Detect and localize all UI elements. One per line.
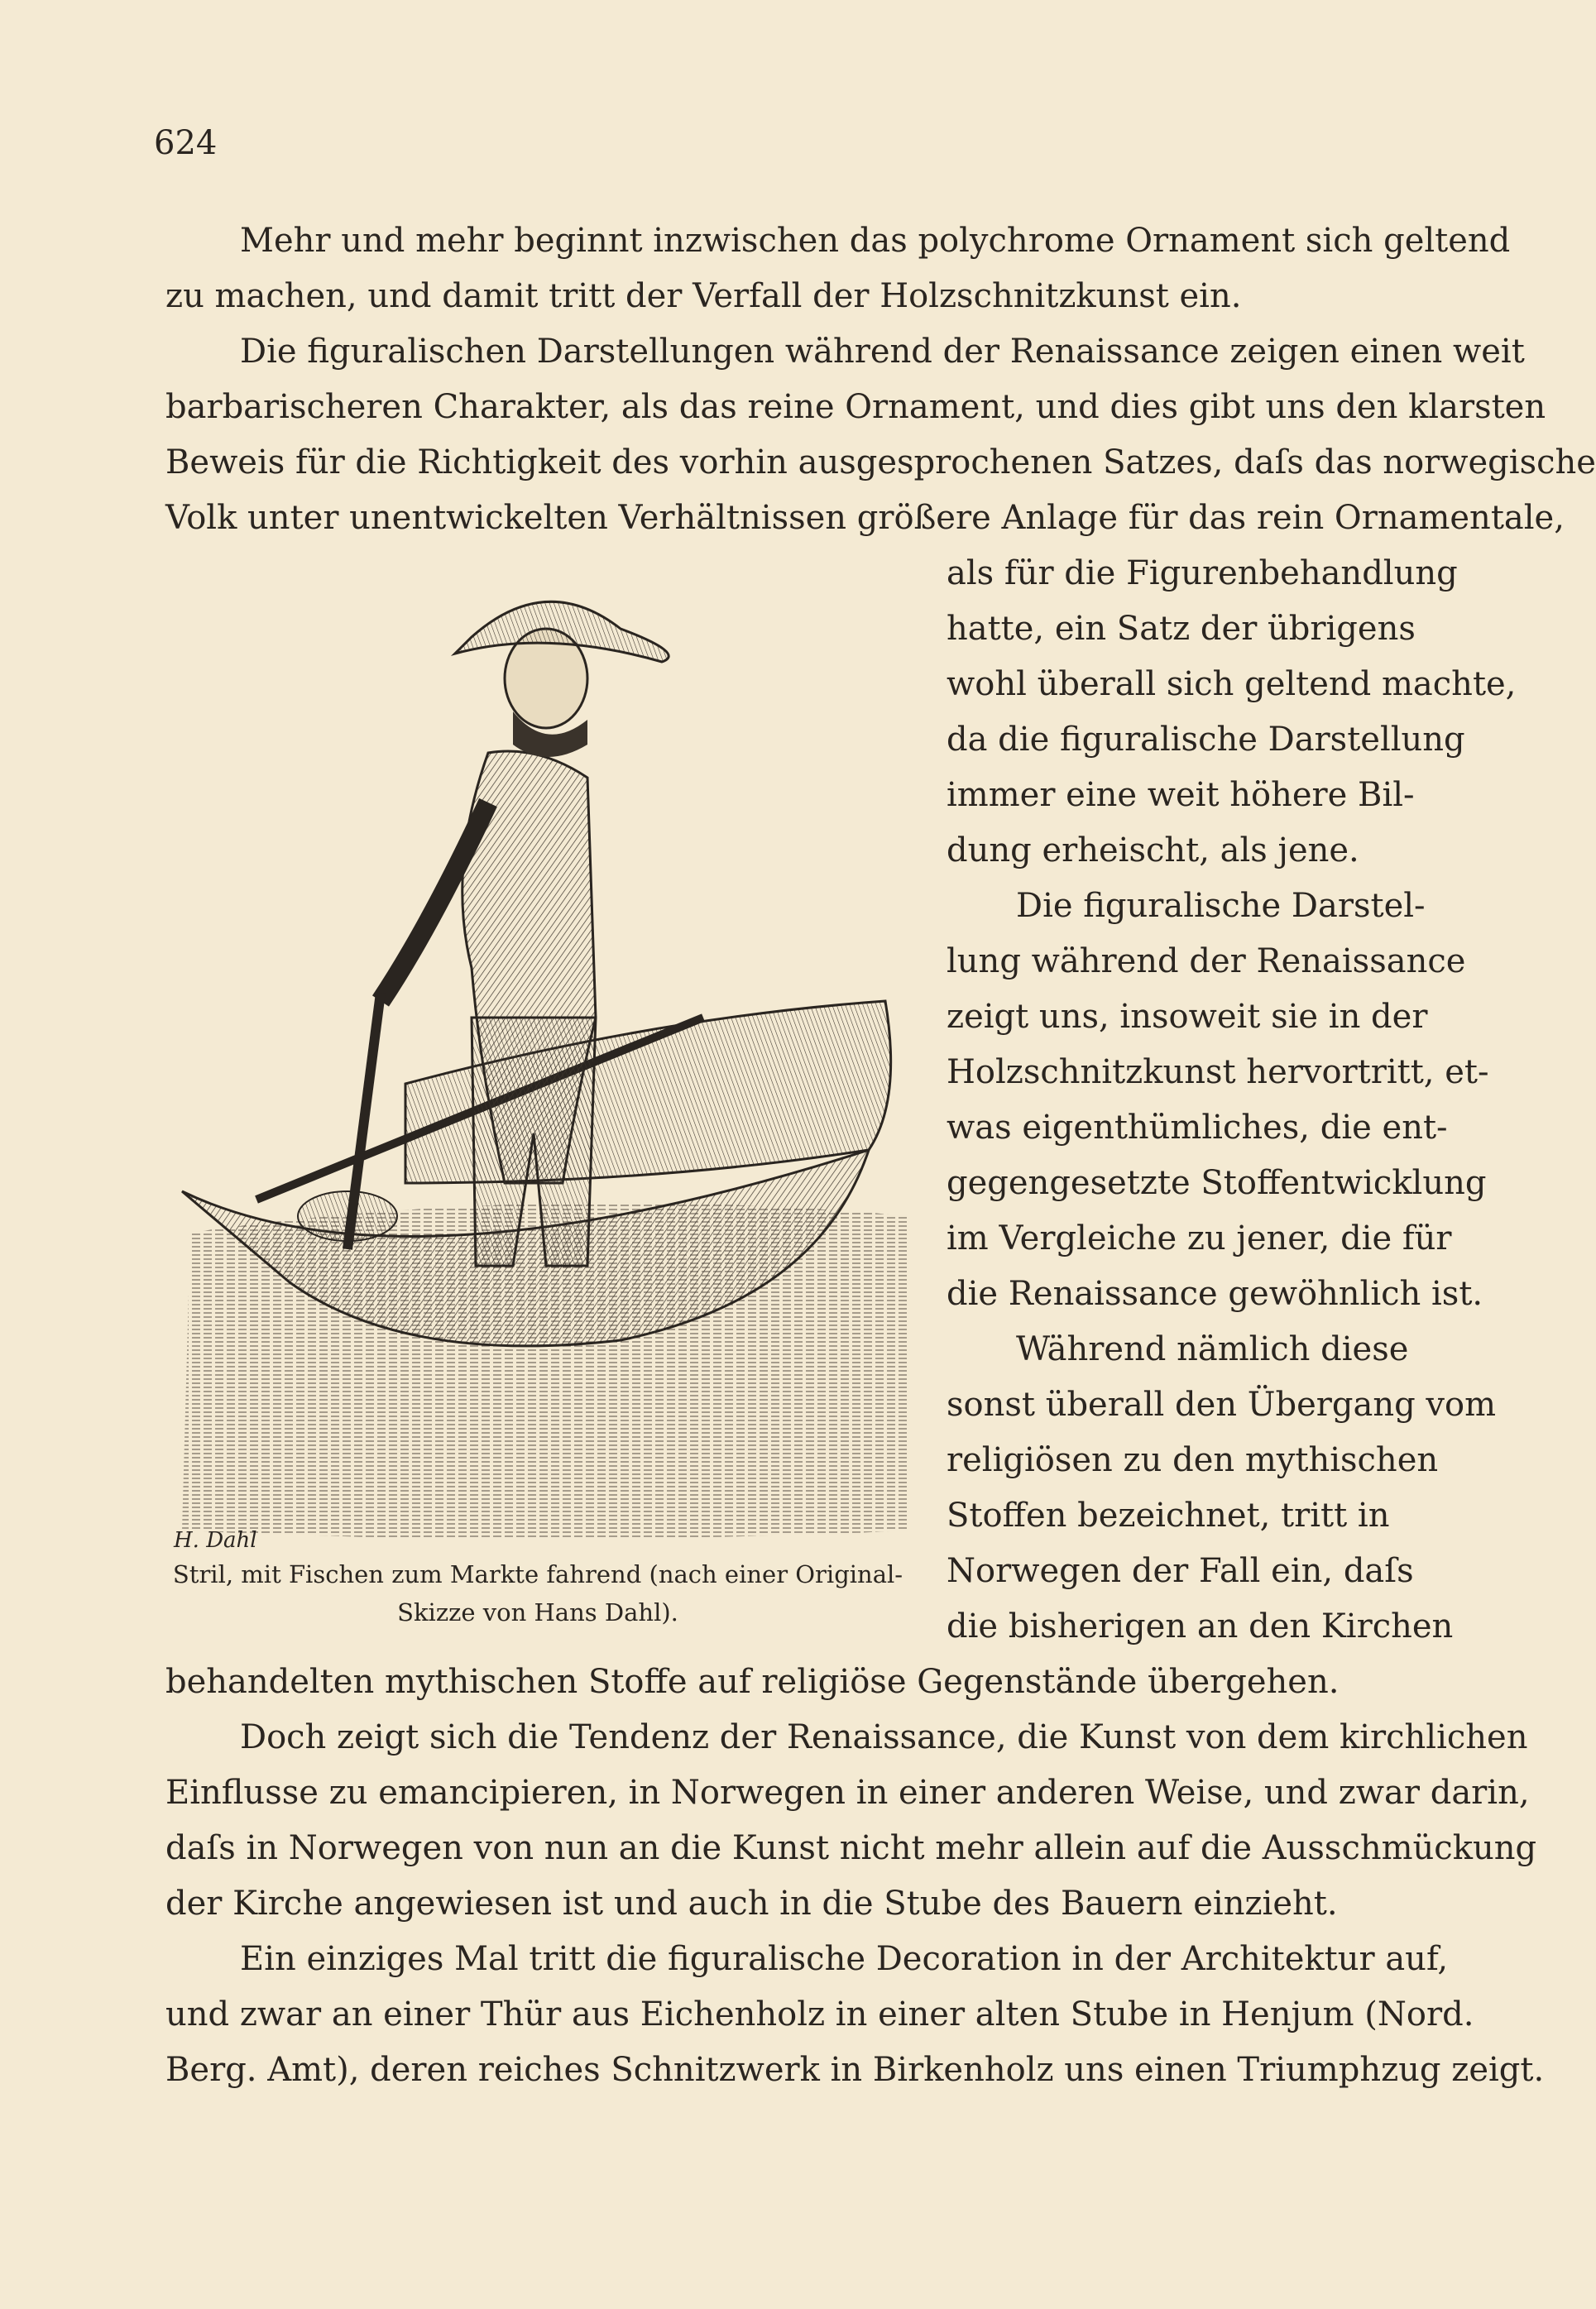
text-line: barbarischeren Charakter, als das reine Ornament, und dies gibt uns den klarsten <box>165 388 1546 426</box>
text-line: was eigenthümliches, die ent- <box>947 1109 1448 1147</box>
text-line: Einflusse zu emancipieren, in Norwegen in einer anderen Weise, und zwar darin, <box>165 1774 1530 1812</box>
text-line: Volk unter unentwickelten Verhältnissen größere Anlage für das rein Ornamentale, <box>165 499 1565 537</box>
text-line: gegengesetzte Stoffentwicklung <box>947 1164 1487 1202</box>
text-line: Die figuralischen Darstellungen während der Renaissance zeigen einen weit <box>240 333 1525 371</box>
text-line: und zwar an einer Thür aus Eichenholz in einer alten Stube in Henjum (Nord. <box>165 1995 1474 2034</box>
text-line: immer eine weit höhere Bil- <box>947 776 1415 814</box>
text-line: daſs in Norwegen von nun an die Kunst nicht mehr allein auf die Ausschmückung <box>165 1829 1537 1867</box>
text-line: zeigt uns, insoweit sie in der <box>947 998 1428 1036</box>
svg-text:H. Dahl: H. Dahl <box>174 1528 257 1553</box>
text-line: im Vergleiche zu jener, die für <box>947 1219 1452 1257</box>
illustration-fisherman-boat <box>157 554 918 1564</box>
text-line: sonst überall den Übergang vom <box>947 1386 1497 1424</box>
text-line: lung während der Renaissance <box>947 942 1466 980</box>
text-line: Norwegen der Fall ein, daſs <box>947 1552 1414 1590</box>
text-line: Stoffen bezeichnet, tritt in <box>947 1497 1390 1535</box>
text-line: Mehr und mehr beginnt inzwischen das polychrome Ornament sich geltend <box>240 222 1511 260</box>
text-line: dung erheischt, als jene. <box>947 831 1359 869</box>
text-line: Die figuralische Darstel- <box>1016 887 1426 925</box>
text-line: Holzschnitzkunst hervortritt, et- <box>947 1053 1489 1091</box>
page-number: 624 <box>154 124 218 162</box>
text-line: Während nämlich diese <box>1016 1330 1409 1368</box>
text-line: Beweis für die Richtigkeit des vorhin ausgesprochenen Satzes, daſs das norwegische <box>165 443 1596 481</box>
figure-caption <box>157 1555 918 1631</box>
text-line: Ein einziges Mal tritt die figuralische Decoration in der Architektur auf, <box>240 1940 1449 1978</box>
text-line: hatte, ein Satz der übrigens <box>947 610 1416 648</box>
text-line: Doch zeigt sich die Tendenz der Renaissance, die Kunst von dem kirchlichen <box>240 1718 1528 1756</box>
text-line: wohl überall sich geltend machte, <box>947 665 1517 703</box>
text-line: Berg. Amt), deren reiches Schnitzwerk in Birkenholz uns einen Triumphzug zeigt. <box>165 2051 1545 2089</box>
caption-line: Skizze von Hans Dahl). <box>397 1598 678 1626</box>
text-line: der Kirche angewiesen ist und auch in die Stube des Bauern einzieht. <box>165 1885 1338 1923</box>
text-line: da die figuralische Darstellung <box>947 721 1465 759</box>
text-line: behandelten mythischen Stoffe auf religiöse Gegenstände übergehen. <box>165 1663 1340 1701</box>
text-line: als für die Figurenbehandlung <box>947 554 1458 592</box>
text-line: zu machen, und damit tritt der Verfall der Holzschnitzkunst ein. <box>165 277 1242 315</box>
text-line: die Renaissance gewöhnlich ist. <box>947 1275 1483 1313</box>
text-line: religiösen zu den mythischen <box>947 1441 1439 1479</box>
text-line: die bisherigen an den Kirchen <box>947 1607 1454 1646</box>
caption-line: Stril, mit Fischen zum Markte fahrend (nach einer Original- <box>172 1560 903 1588</box>
